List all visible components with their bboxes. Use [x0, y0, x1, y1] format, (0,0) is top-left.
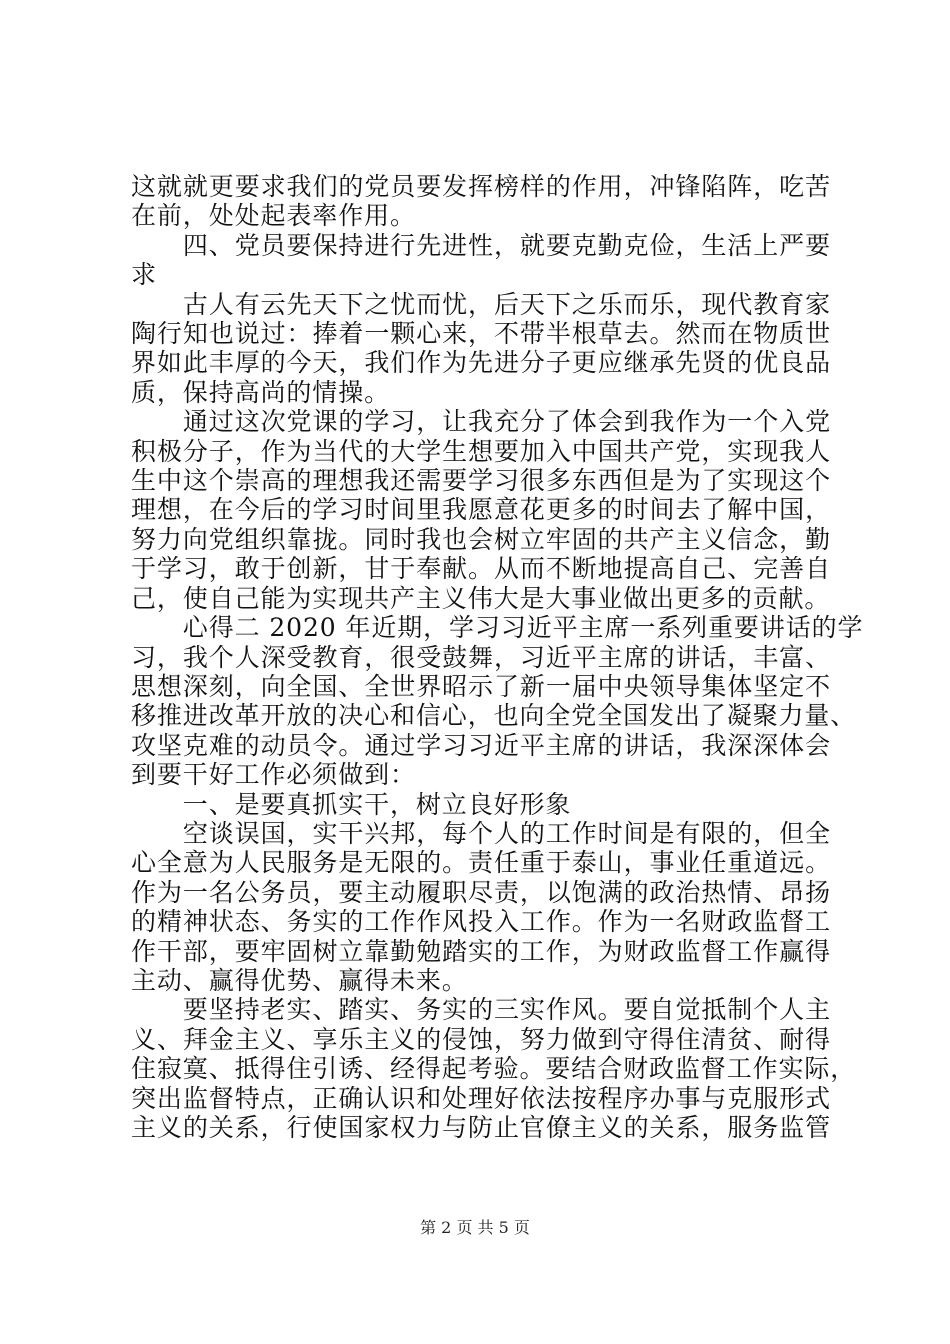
- text-line: 的精神状态、务实的工作作风投入工作。作为一名财政监督工: [131, 907, 831, 937]
- text-line: 心得二 2020 年近期，学习习近平主席一系列重要讲话的学: [131, 613, 864, 643]
- text-line: 突出监督特点，正确认识和处理好依法按程序办事与克服形式: [131, 1083, 831, 1113]
- text-line: 习，我个人深受教育，很受鼓舞，习近平主席的讲话，丰富、: [131, 642, 831, 672]
- text-line: 思想深刻，向全国、全世界昭示了新一届中央领导集体坚定不: [131, 671, 831, 701]
- text-line: 义、拜金主义、享乐主义的侵蚀，努力做到守得住清贫、耐得: [131, 1024, 831, 1054]
- text-line: 一、是要真抓实干，树立良好形象: [131, 789, 572, 819]
- text-line: 作干部，要牢固树立靠勤勉踏实的工作，为财政监督工作赢得: [131, 936, 831, 966]
- text-line: 主动、赢得优势、赢得未来。: [131, 965, 468, 995]
- text-line: 移推进改革开放的决心和信心，也向全党全国发出了凝聚力量、: [131, 701, 857, 731]
- text-line: 空谈误国，实干兴邦，每个人的工作时间是有限的，但全: [131, 818, 831, 848]
- text-line: 心全意为人民服务是无限的。责任重于泰山，事业任重道远。: [131, 848, 831, 878]
- text-line: 这就就更要求我们的党员要发挥榜样的作用，冲锋陷阵，吃苦: [131, 172, 831, 201]
- text-line: 理想，在今后的学习时间里我愿意花更多的时间去了解中国，: [131, 495, 831, 525]
- text-line: 质，保持高尚的情操。: [131, 377, 391, 407]
- text-line: 四、党员要保持进行先进性，就要克勤克俭，生活上严要: [131, 230, 831, 260]
- text-line: 陶行知也说过：捧着一颗心来，不带半根草去。然而在物质世: [131, 319, 831, 349]
- text-line: 主义的关系，行使国家权力与防止官僚主义的关系，服务监管: [131, 1113, 831, 1142]
- text-line: 积极分子，作为当代的大学生想要加入中国共产党，实现我人: [131, 436, 831, 466]
- text-line: 到要干好工作必须做到：: [131, 760, 416, 790]
- text-line: 己，使自己能为实现共产主义伟大是大事业做出更多的贡献。: [131, 583, 831, 613]
- text-line: 住寂寞、抵得住引诱、经得起考验。要结合财政监督工作实际，: [131, 1054, 857, 1084]
- text-line: 努力向党组织靠拢。同时我也会树立牢固的共产主义信念，勤: [131, 524, 831, 554]
- text-line: 求: [131, 260, 157, 290]
- text-line: 古人有云先天下之忧而忧，后天下之乐而乐，现代教育家: [131, 289, 831, 319]
- page-footer: 第 2 页 共 5 页: [420, 1218, 530, 1237]
- text-line: 通过这次党课的学习，让我充分了体会到我作为一个入党: [131, 407, 831, 437]
- text-line: 界如此丰厚的今天，我们作为先进分子更应继承先贤的优良品: [131, 348, 831, 378]
- text-line: 要坚持老实、踏实、务实的三实作风。要自觉抵制个人主: [131, 995, 831, 1025]
- text-line: 攻坚克难的动员令。通过学习习近平主席的讲话，我深深体会: [131, 730, 831, 760]
- text-line: 于学习，敢于创新，甘于奉献。从而不断地提高自己、完善自: [131, 554, 831, 584]
- text-line: 生中这个崇高的理想我还需要学习很多东西但是为了实现这个: [131, 466, 831, 496]
- text-line: 在前，处处起表率作用。: [131, 201, 416, 231]
- document-body: [131, 172, 864, 1142]
- text-line: 作为一名公务员，要主动履职尽责，以饱满的政治热情、昂扬: [131, 877, 831, 907]
